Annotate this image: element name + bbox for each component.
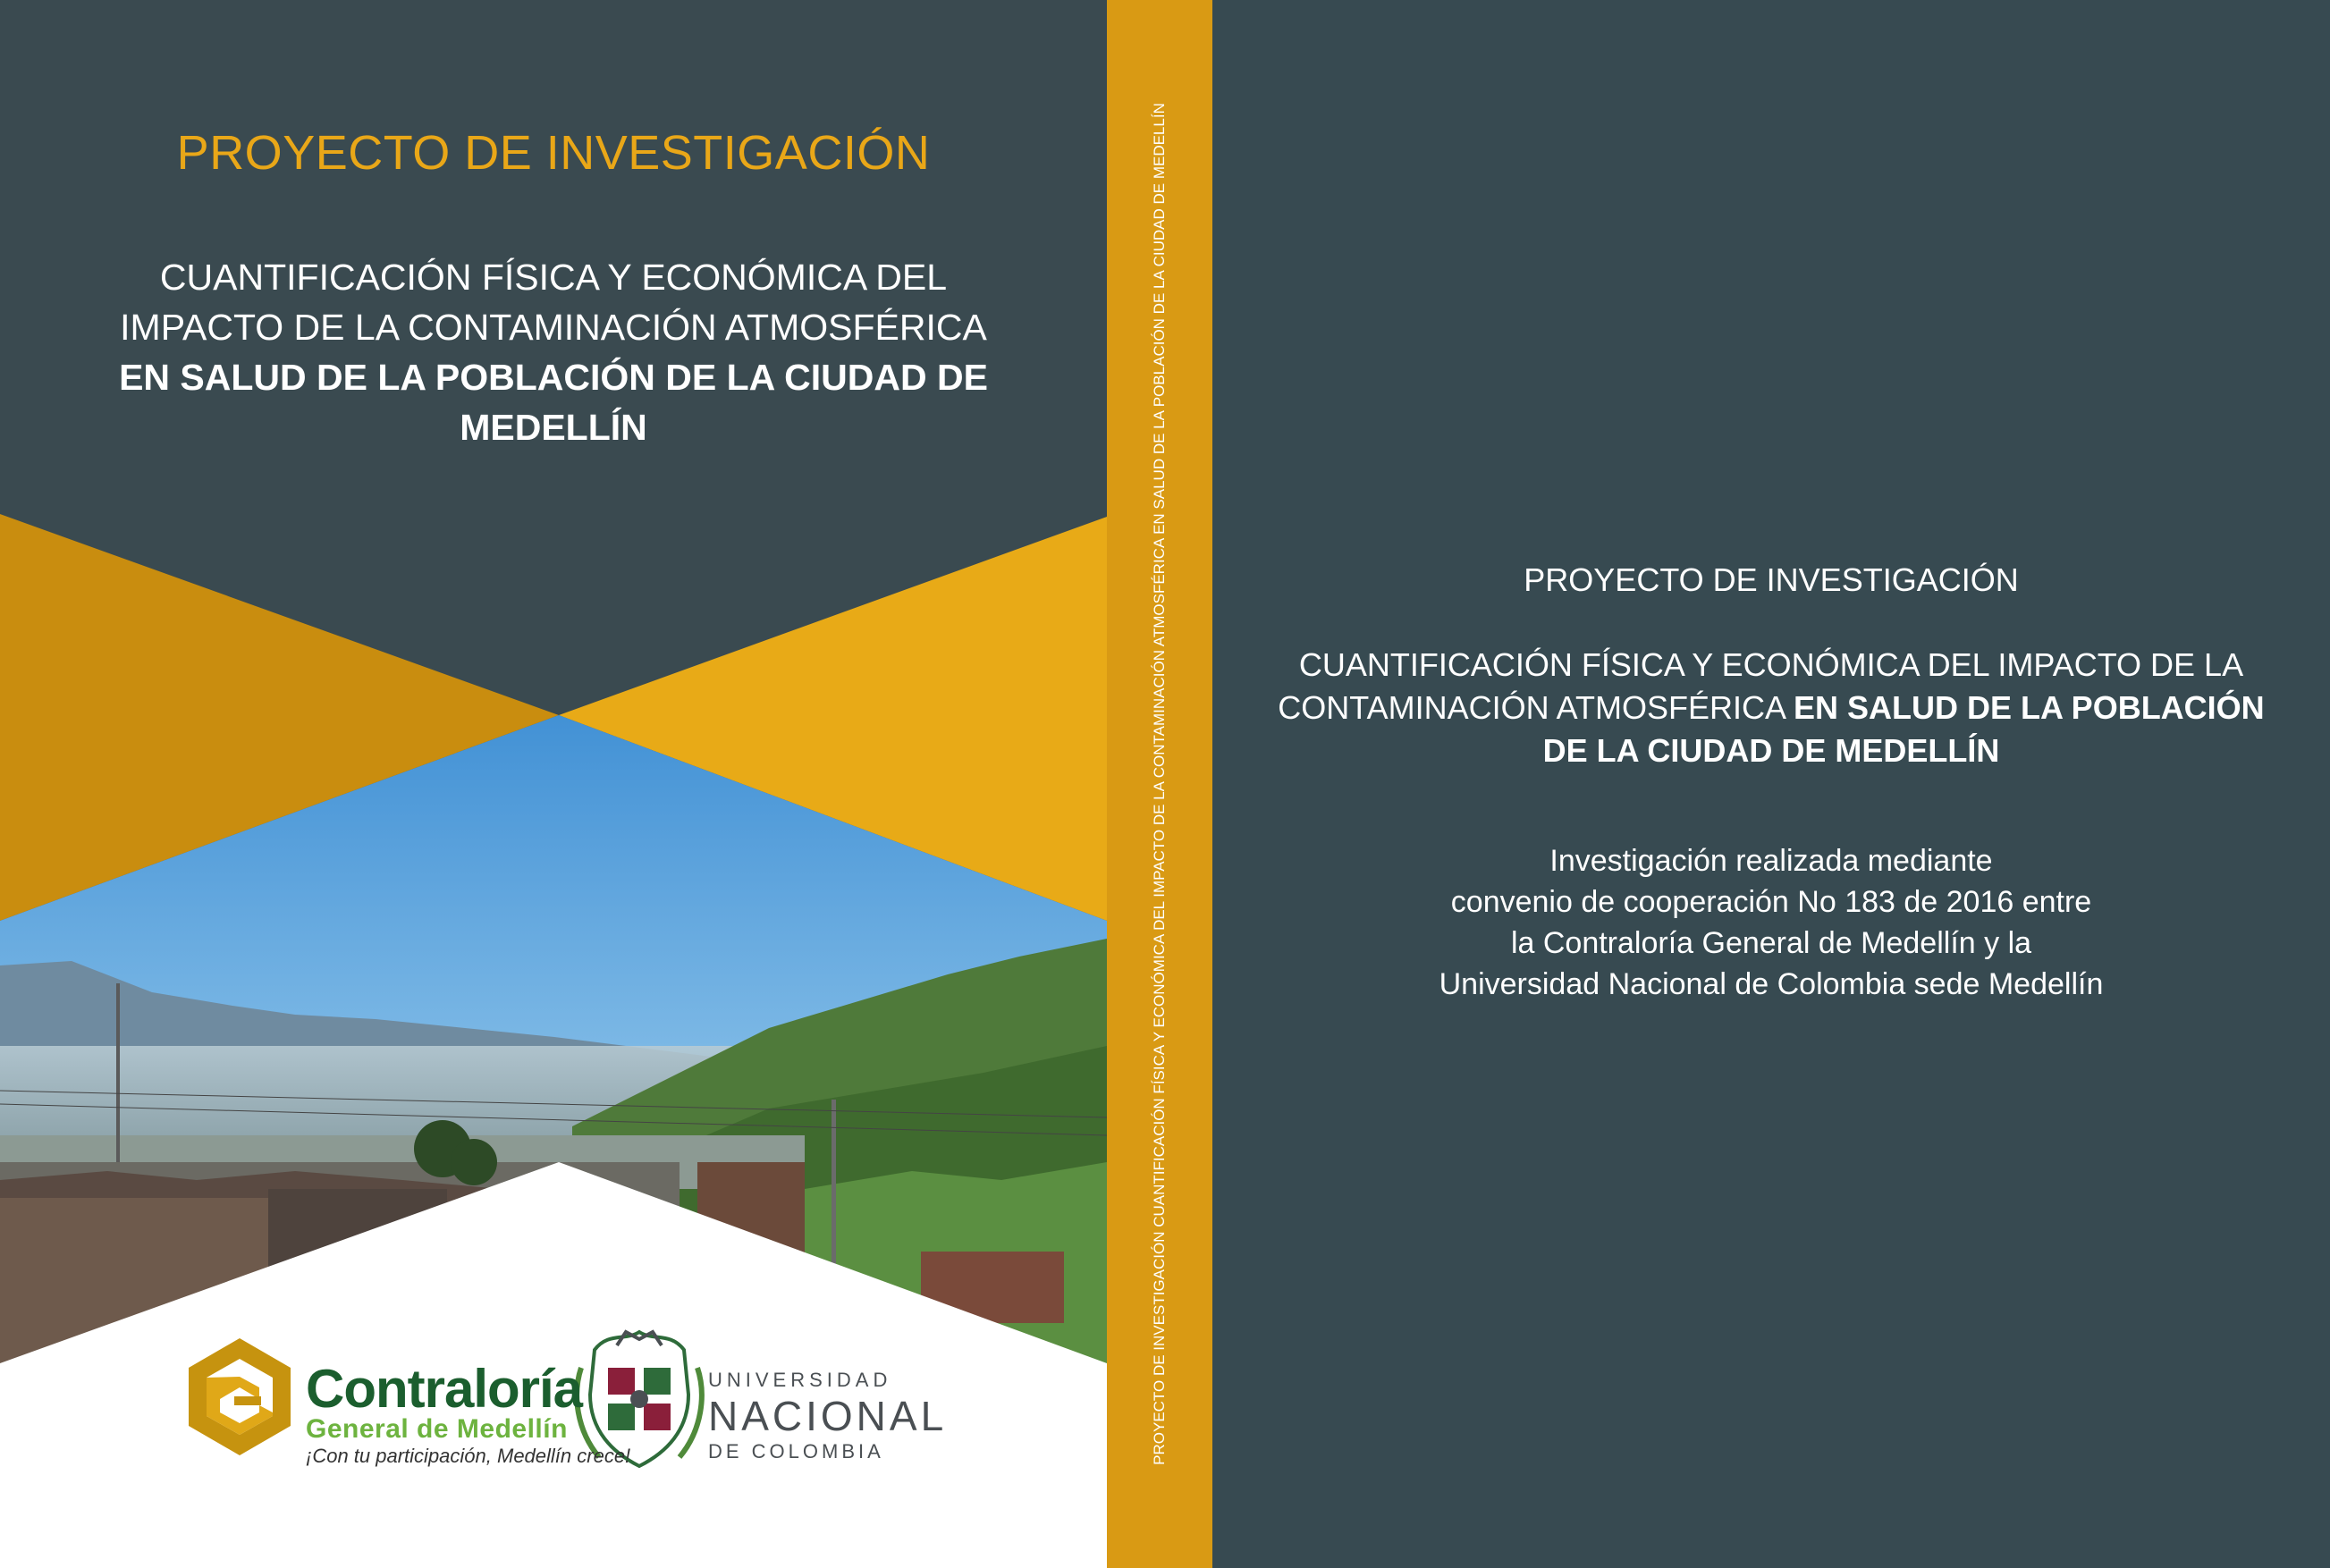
book-spine xyxy=(1107,0,1212,1568)
back-cover-description xyxy=(1212,840,2330,1005)
back-desc-line-4: Universidad Nacional de Colombia sede Medellín xyxy=(1439,967,2104,1001)
logos-row xyxy=(0,1332,1107,1493)
unal-line-3: DE COLOMBIA xyxy=(708,1440,884,1463)
spine-text: PROYECTO DE INVESTIGACIÓN CUANTIFICACIÓN FÍSICA Y ECONÓMICA DEL IMPACTO DE LA CONTAMINACIÓN ATMOSFÉRICA EN SALUD DE LA POBLACIÓN DE LA CIUDAD DE MEDELLÍN xyxy=(1151,103,1168,1465)
unal-logo xyxy=(708,1368,947,1464)
front-subtitle-line-2: IMPACTO DE LA CONTAMINACIÓN ATMOSFÉRICA xyxy=(120,307,987,348)
contraloria-name: Contraloría xyxy=(306,1359,583,1419)
front-subtitle-bold-line-2: MEDELLÍN xyxy=(460,407,647,448)
back-cover xyxy=(1212,0,2330,1568)
back-subtitle-bold: EN SALUD DE LA POBLACIÓN DE LA CIUDAD DE MEDELLÍN xyxy=(1542,689,2265,769)
front-subtitle-bold-line-1: EN SALUD DE LA POBLACIÓN DE LA CIUDAD DE xyxy=(119,357,988,398)
front-cover xyxy=(0,0,1107,1568)
unal-line-2: NACIONAL xyxy=(708,1393,948,1439)
unal-line-1: UNIVERSIDAD xyxy=(708,1369,892,1391)
front-subtitle-line-1: CUANTIFICACIÓN FÍSICA Y ECONÓMICA DEL xyxy=(159,257,948,298)
back-subtitle-regular: CUANTIFICACIÓN FÍSICA Y ECONÓMICA DEL IMPACTO DE LA CONTAMINACIÓN ATMOSFÉRICA xyxy=(1278,646,2244,726)
back-cover-subtitle xyxy=(1212,644,2330,772)
contraloria-logo xyxy=(306,1359,631,1470)
front-cover-title: PROYECTO DE INVESTIGACIÓN xyxy=(176,126,931,180)
back-cover-title: PROYECTO DE INVESTIGACIÓN xyxy=(1524,561,2019,598)
back-desc-line-3: la Contraloría General de Medellín y la xyxy=(1510,926,2032,960)
back-desc-line-2: convenio de cooperación No 183 de 2016 entre xyxy=(1450,885,2092,919)
contraloria-slogan: ¡Con tu participación, Medellín crece! xyxy=(306,1445,631,1467)
contraloria-subname: General de Medellín xyxy=(306,1414,568,1444)
front-cover-subtitle xyxy=(0,252,1107,452)
back-desc-line-1: Investigación realizada mediante xyxy=(1549,844,1993,878)
